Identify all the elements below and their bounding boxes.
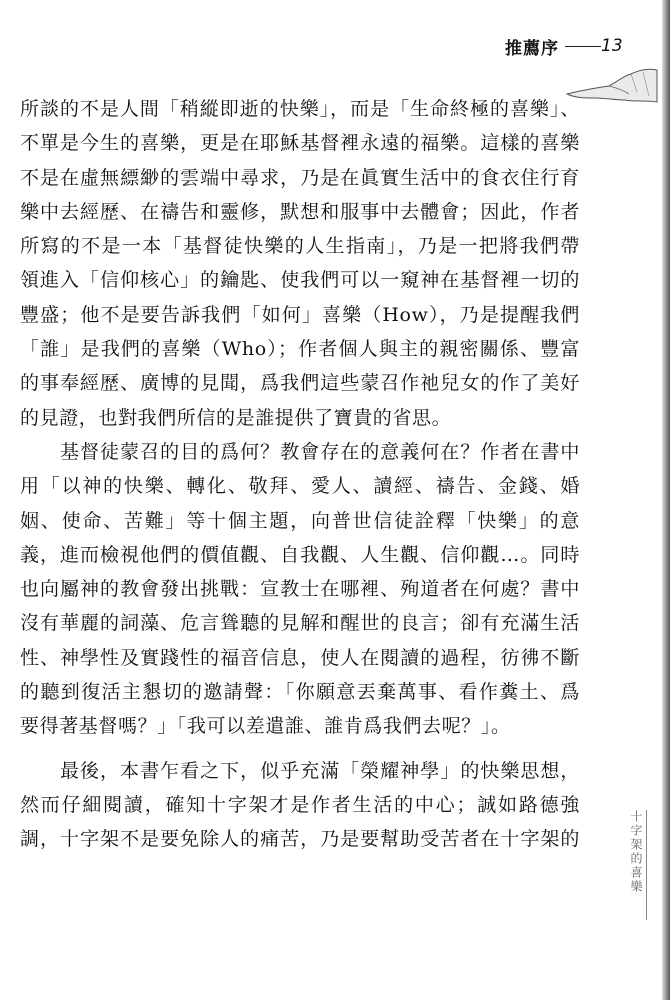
paragraph [20,754,580,857]
text-line: 的事奉經歷、廣博的見聞，爲我們這些蒙召作祂兒女的作了美好 [20,372,580,395]
text-line: 不是在虛無縹緲的雲端中尋求，乃是在眞實生活中的食衣住行育 [20,166,580,189]
text-line: 領進入「信仰核心」的鑰匙、使我們可以一窺神在基督裡一切的 [20,269,580,292]
text-line: 性、神學性及實踐性的福音信息，使人在閱讀的過程，彷彿不斷 [20,646,580,669]
text-line: 義，進而檢視他們的價值觀、自我觀、人生觀、信仰觀…。同時 [20,543,580,566]
text-line: 基督徒蒙召的目的爲何？教會存在的意義何在？作者在書中 [60,440,580,463]
page-number: 13 [601,36,623,56]
text-line: 的見證，也對我們所信的是誰提供了寶貴的省思。 [20,406,452,429]
text-line: 所寫的不是一本「基督徒快樂的人生指南」，乃是一把將我們帶 [20,235,580,258]
text-line: 然而仔細閱讀，確知十字架才是作者生活的中心；誠如路德強 [20,793,580,816]
text-line: 用「以神的快樂、轉化、敬拜、愛人、讀經、禱告、金錢、婚 [20,475,580,498]
running-header [505,28,655,88]
text-line: 沒有華麗的詞藻、危言聳聽的見解和醒世的良言；卻有充滿生活 [20,612,580,635]
text-line: 姻、使命、苦難」等十個主題，向普世信徒詮釋「快樂」的意 [20,509,580,532]
text-line: 最後，本書乍看之下，似乎充滿「榮耀神學」的快樂思想， [60,759,580,782]
text-line: 也向屬神的教會發出挑戰：宣教士在哪裡、殉道者在何處？書中 [20,578,580,601]
side-rule [646,810,647,920]
text-line: 要得著基督嗎？」「我可以差遣誰、誰肯爲我們去呢？」。 [20,715,511,738]
page-edge-shadow [662,0,670,1000]
paragraph [20,92,580,435]
side-margin-label [618,810,658,930]
text-line: 「誰」是我們的喜樂（Who）；作者個人與主的親密關係、豐富 [20,338,580,361]
text-line: 樂中去經歷、在禱告和靈修，默想和服事中去體會；因此，作者 [20,200,580,223]
header-rule [565,46,601,47]
body-text [20,92,580,857]
text-line: 不單是今生的喜樂，更是在耶穌基督裡永遠的福樂。這樣的喜樂 [20,132,580,155]
text-line: 的聽到復活主懇切的邀請聲：「你願意丟棄萬事、看作糞土、爲 [20,681,580,704]
text-line: 豐盛；他不是要告訴我們「如何」喜樂（How），乃是提醒我們 [20,303,580,326]
side-margin-text: 十字架的喜樂 [629,810,643,894]
text-line: 所談的不是人間「稍縱即逝的快樂」，而是「生命終極的喜樂」、 [20,98,580,120]
paragraph [20,435,580,744]
text-line: 調，十字架不是要免除人的痛苦，乃是要幫助受苦者在十字架的 [20,828,580,851]
section-title: 推薦序 [505,39,559,59]
